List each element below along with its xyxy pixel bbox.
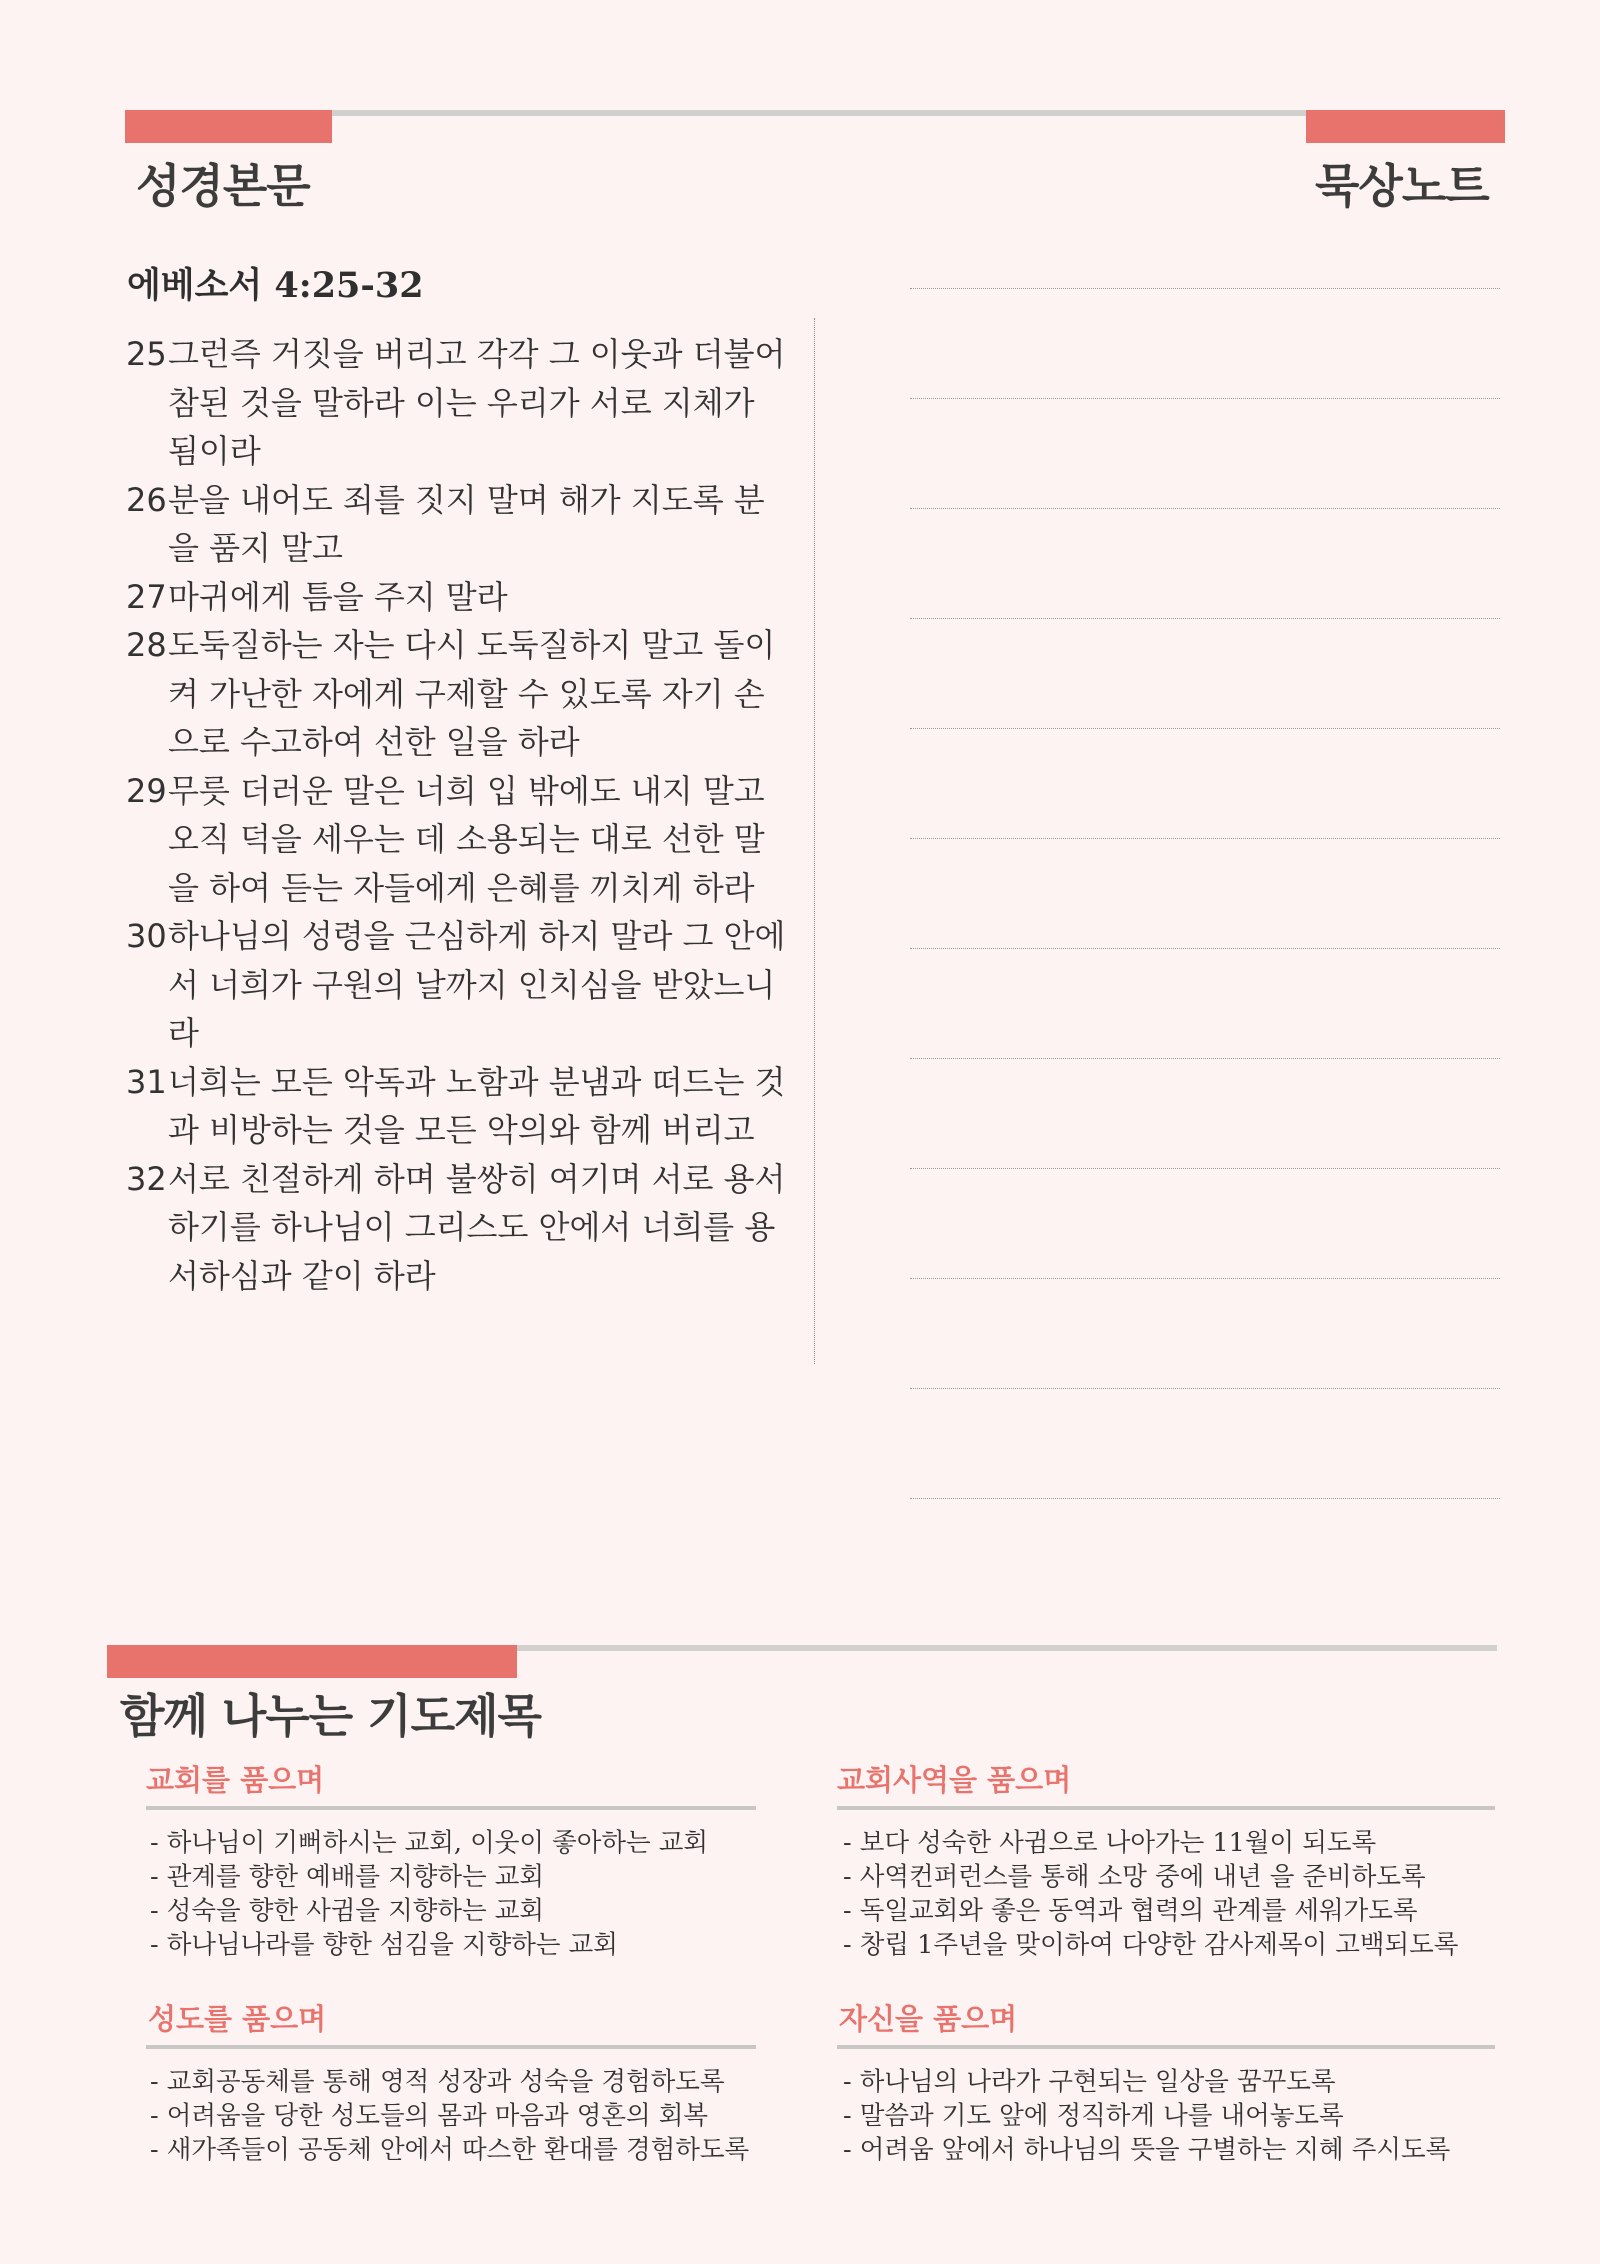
note-line xyxy=(910,508,1500,509)
verse-32 xyxy=(126,1155,786,1301)
list-item: - 사역컨퍼런스를 통해 소망 중에 내년 을 준비하도록 xyxy=(843,1862,1426,1892)
list-item: - 보다 성숙한 사귐으로 나아가는 11월이 되도록 xyxy=(843,1828,1377,1858)
verse-number: 29 xyxy=(126,771,167,810)
note-line xyxy=(910,838,1500,839)
verse-27 xyxy=(126,573,786,622)
verse-number: 27 xyxy=(126,577,167,616)
list-item: - 하나님의 나라가 구현되는 일상을 꿈꾸도록 xyxy=(843,2067,1336,2097)
note-line xyxy=(910,618,1500,619)
verse-text: 서로 친절하게 하며 불쌍히 여기며 서로 용서하기를 하나님이 그리스도 안에서 너희를 용서하심과 같이 하라 xyxy=(168,1159,786,1295)
scripture-heading-bar xyxy=(125,110,332,143)
list-item: - 하나님이 기뻐하시는 교회, 이웃이 좋아하는 교회 xyxy=(150,1828,709,1858)
note-line xyxy=(910,1168,1500,1169)
scripture-passage xyxy=(126,330,786,1300)
list-item: - 어려움 앞에서 하나님의 뜻을 구별하는 지혜 주시도록 xyxy=(843,2135,1451,2165)
prayer-self-title: 자신을 품으며 xyxy=(839,2002,1018,2036)
list-item: - 하나님나라를 향한 섬김을 지향하는 교회 xyxy=(150,1930,618,1960)
verse-number: 32 xyxy=(126,1159,167,1198)
verse-30 xyxy=(126,912,786,1058)
note-line xyxy=(910,398,1500,399)
prayer-church-rule xyxy=(146,1806,756,1810)
verse-text: 무릇 더러운 말은 너희 입 밖에도 내지 말고 오직 덕을 세우는 데 소용되는 대로 선한 말을 하여 듣는 자들에게 은혜를 끼치게 하라 xyxy=(168,771,765,907)
prayer-self-list xyxy=(843,2065,1450,2167)
list-item: - 관계를 향한 예배를 지향하는 교회 xyxy=(150,1862,545,1892)
prayer-saints-rule xyxy=(146,2045,756,2049)
verse-number: 28 xyxy=(126,626,167,664)
verse-text: 너희는 모든 악독과 노함과 분냄과 떠드는 것과 비방하는 것을 모든 악의와 함께 버리고 xyxy=(168,1062,786,1149)
note-line xyxy=(910,1388,1500,1389)
note-line xyxy=(910,728,1500,729)
note-line xyxy=(910,1058,1500,1059)
list-item: - 말씀과 기도 앞에 정직하게 나를 내어놓도록 xyxy=(843,2101,1344,2131)
prayer-church-list xyxy=(150,1826,708,1962)
verse-text: 마귀에게 틈을 주지 말라 xyxy=(168,577,508,616)
verse-number: 31 xyxy=(126,1062,167,1101)
top-rule xyxy=(125,110,1505,116)
passage-reference: 에베소서 4:25-32 xyxy=(127,265,424,306)
prayer-ministry-list xyxy=(843,1826,1458,1962)
prayer-ministry-rule xyxy=(837,1806,1495,1810)
list-item: - 창립 1주년을 맞이하여 다양한 감사제목이 고백되도록 xyxy=(843,1930,1459,1960)
prayer-church-title: 교회를 품으며 xyxy=(146,1763,325,1797)
notes-area[interactable] xyxy=(910,288,1500,1508)
note-line xyxy=(910,1498,1500,1499)
column-divider xyxy=(814,318,815,1364)
verse-text: 그런즉 거짓을 버리고 각각 그 이웃과 더불어 참된 것을 말하라 이는 우리가 서로 지체가 됨이라 xyxy=(168,335,786,470)
note-line xyxy=(910,1278,1500,1279)
list-item: - 어려움을 당한 성도들의 몸과 마음과 영혼의 회복 xyxy=(150,2101,709,2131)
prayer-self-rule xyxy=(837,2045,1495,2049)
verse-26 xyxy=(126,476,786,573)
list-item: - 독일교회와 좋은 동역과 협력의 관계를 세워가도록 xyxy=(843,1896,1418,1926)
prayer-ministry-title: 교회사역을 품으며 xyxy=(837,1763,1072,1797)
prayer-saints-list xyxy=(150,2065,749,2167)
verse-25 xyxy=(126,330,786,476)
verse-text: 분을 내어도 죄를 짓지 말며 해가 지도록 분을 품지 말고 xyxy=(168,480,765,567)
verse-28 xyxy=(126,621,786,767)
list-item: - 새가족들이 공동체 안에서 따스한 환대를 경험하도록 xyxy=(150,2135,750,2165)
verse-text: 하나님의 성령을 근심하게 하지 말라 그 안에서 너희가 구원의 날까지 인치심을 받았느니라 xyxy=(168,917,786,1052)
prayer-heading: 함께 나누는 기도제목 xyxy=(120,1689,541,1743)
list-item: - 성숙을 향한 사귐을 지향하는 교회 xyxy=(150,1896,545,1926)
verse-number: 30 xyxy=(126,917,167,955)
scripture-heading: 성경본문 xyxy=(136,159,310,213)
verse-number: 26 xyxy=(126,480,167,519)
verse-29 xyxy=(126,767,786,913)
list-item: - 교회공동체를 통해 영적 성장과 성숙을 경험하도록 xyxy=(150,2067,725,2097)
prayer-heading-bar xyxy=(107,1645,517,1678)
notes-heading: 묵상노트 xyxy=(1315,159,1489,213)
notes-heading-bar xyxy=(1306,110,1505,143)
prayer-saints-title: 성도를 품으며 xyxy=(148,2002,327,2036)
verse-31 xyxy=(126,1058,786,1155)
note-line xyxy=(910,288,1500,289)
verse-number: 25 xyxy=(126,335,167,373)
note-line xyxy=(910,948,1500,949)
verse-text: 도둑질하는 자는 다시 도둑질하지 말고 돌이켜 가난한 자에게 구제할 수 있도록 자기 손으로 수고하여 선한 일을 하라 xyxy=(168,626,776,761)
